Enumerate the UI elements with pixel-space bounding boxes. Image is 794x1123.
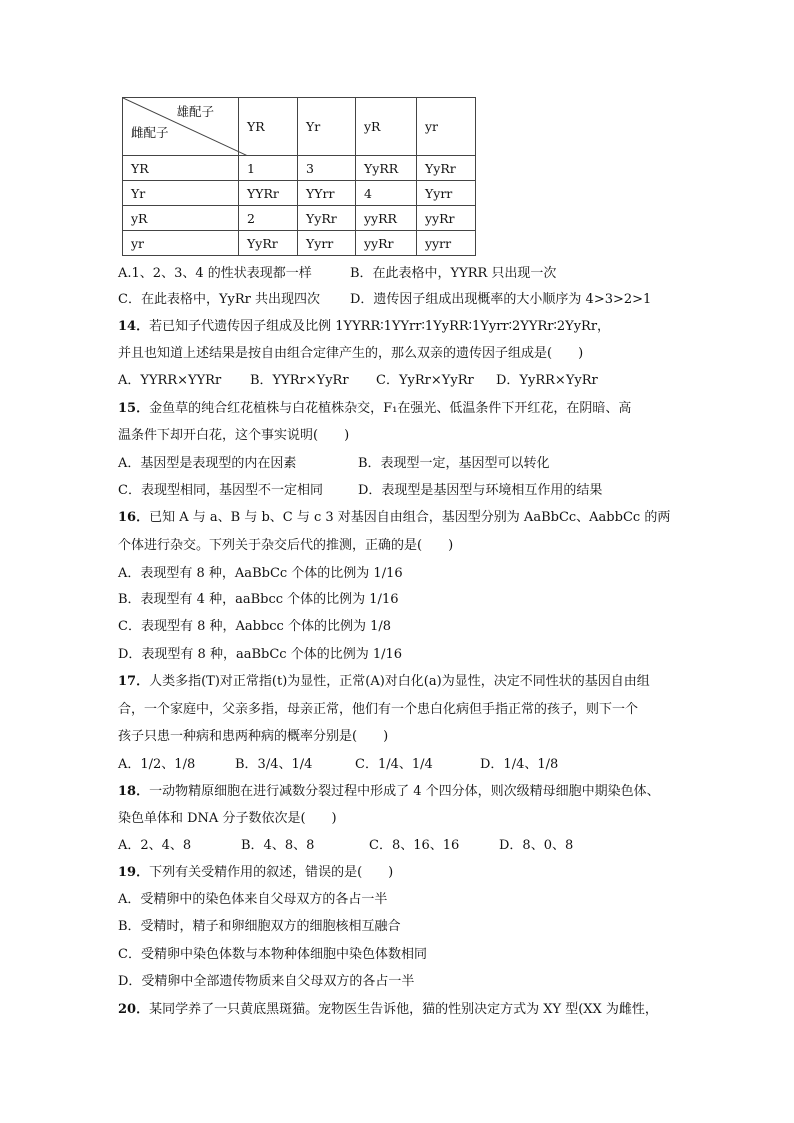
- q16-stem-line-2: 个体进行杂交。下列关于杂交后代的推测，正确的是( ): [118, 538, 454, 553]
- q19-option-b[interactable]: B．受精时，精子和卵细胞双方的细胞核相互融合: [118, 919, 401, 934]
- q17-option-b[interactable]: B．3/4、1/4: [235, 757, 313, 772]
- q13-options-row-1: [118, 265, 556, 283]
- q17-stem-line-1: [118, 673, 650, 691]
- table-row: [123, 231, 476, 256]
- q14-stem-text: 若已知子代遗传因子组成及比例 1YYRR∶1YYrr∶1YyRR∶1Yyrr∶2YYRr∶2YyRr，: [149, 319, 611, 334]
- q20-stem-line-1: [118, 1001, 658, 1019]
- q14-stem-line-2: 并且也知道上述结果是按自由组合定律产生的，那么双亲的遗传因子组成是( ): [118, 346, 584, 361]
- q14-option-c[interactable]: C．YyRr×YyRr: [376, 373, 474, 388]
- table-cell: YYrr: [298, 181, 356, 206]
- q19-number: 19．: [118, 865, 150, 880]
- q18-options: [118, 837, 573, 855]
- header-cell: yR: [356, 98, 417, 156]
- q16-number: 16．: [118, 510, 150, 525]
- table-cell: YYRr: [239, 181, 298, 206]
- q17-option-c[interactable]: C．1/4、1/4: [355, 757, 433, 772]
- q18-stem-text: 一动物精原细胞在进行减数分裂过程中形成了 4 个四分体，则次级精母细胞中期染色体、: [149, 784, 660, 799]
- table-cell: YyRR: [356, 156, 417, 181]
- q19-stem-line-1: [118, 864, 393, 882]
- table-cell: yyRr: [356, 231, 417, 256]
- q18-stem-line-1: [118, 783, 660, 801]
- q18-number: 18．: [118, 784, 150, 799]
- q13-option-d[interactable]: D．遗传因子组成出现概率的大小顺序为 4>3>2>1: [350, 292, 652, 307]
- table-cell: Yyrr: [417, 181, 476, 206]
- table-cell: 4: [356, 181, 417, 206]
- q17-options: [118, 756, 558, 774]
- q18-stem-line-2: 染色单体和 DNA 分子数依次是( ): [118, 811, 337, 826]
- table-cell: yyrr: [417, 231, 476, 256]
- q16-option-b[interactable]: B．表现型有 4 种，aaBbcc 个体的比例为 1/16: [118, 592, 399, 607]
- q13-option-c[interactable]: C．在此表格中，YyRr 共出现四次: [118, 292, 321, 307]
- q15-options-row-2: [118, 482, 602, 500]
- q14-option-b[interactable]: B．YYRr×YyRr: [250, 373, 349, 388]
- q18-option-b[interactable]: B．4、8、8: [241, 838, 315, 853]
- q14-option-d[interactable]: D．YyRR×YyRr: [496, 373, 598, 388]
- row-label-cell: YR: [123, 156, 239, 181]
- table-cell: YyRr: [239, 231, 298, 256]
- q15-number: 15．: [118, 401, 150, 416]
- gamete-table: [122, 97, 476, 256]
- q13-options-row-2: [118, 291, 651, 309]
- q13-option-a[interactable]: A.1、2、3、4 的性状表现都一样: [118, 266, 312, 281]
- q15-option-c[interactable]: C．表现型相同，基因型不一定相同: [118, 483, 323, 498]
- q20-number: 20．: [118, 1002, 150, 1017]
- table-cell: Yyrr: [298, 231, 356, 256]
- q18-option-d[interactable]: D．8、0、8: [499, 838, 574, 853]
- q17-stem-line-2: 合，一个家庭中，父亲多指，母亲正常，他们有一个患白化病但手指正常的孩子，则下一个: [118, 702, 639, 717]
- q13-option-b[interactable]: B．在此表格中，YYRR 只出现一次: [350, 266, 557, 281]
- table-row: [123, 206, 476, 231]
- q14-option-a[interactable]: A．YYRR×YYRr: [118, 373, 222, 388]
- q20-stem-text: 某同学养了一只黄底黑斑猫。宠物医生告诉他，猫的性别决定方式为 XY 型(XX 为雌性，: [149, 1002, 658, 1017]
- q15-stem-line-1: [118, 400, 631, 418]
- row-label-cell: yR: [123, 206, 239, 231]
- q17-stem-text: 人类多指(T)对正常指(t)为显性，正常(A)对白化(a)为显性，决定不同性状的基因自由组: [149, 674, 650, 689]
- q15-stem-line-2: 温条件下却开白花，这个事实说明( ): [118, 428, 350, 443]
- q17-number: 17．: [118, 674, 150, 689]
- header-cell: Yr: [298, 98, 356, 156]
- female-gamete-label: 雌配子: [131, 125, 169, 140]
- header-cell: YR: [239, 98, 298, 156]
- q15-option-d[interactable]: D．表现型是基因型与环境相互作用的结果: [358, 483, 603, 498]
- q18-option-c[interactable]: C．8、16、16: [369, 838, 460, 853]
- table-corner-cell: [123, 98, 239, 156]
- q15-stem-text: 金鱼草的纯合红花植株与白花植株杂交，F₁在强光、低温条件下开红花，在阴暗、高: [149, 401, 632, 416]
- table-cell: yyRR: [356, 206, 417, 231]
- table-cell: 1: [239, 156, 298, 181]
- header-cell: yr: [417, 98, 476, 156]
- q16-stem-line-1: [118, 509, 670, 527]
- row-label-cell: Yr: [123, 181, 239, 206]
- q19-option-a[interactable]: A．受精卵中的染色体来自父母双方的各占一半: [118, 892, 388, 907]
- q16-stem-text: 已知 A 与 a、B 与 b、C 与 c 3 对基因自由组合，基因型分别为 AaBbCc、AabbCc 的两: [149, 510, 671, 525]
- row-label-cell: yr: [123, 231, 239, 256]
- q19-option-d[interactable]: D．受精卵中全部遗传物质来自父母双方的各占一半: [118, 974, 415, 989]
- q15-option-a[interactable]: A．基因型是表现型的内在因素: [118, 456, 297, 471]
- q17-option-a[interactable]: A．1/2、1/8: [118, 757, 196, 772]
- table-cell: YyRr: [298, 206, 356, 231]
- table-cell: yyRr: [417, 206, 476, 231]
- table-cell: 3: [298, 156, 356, 181]
- q16-option-a[interactable]: A．表现型有 8 种，AaBbCc 个体的比例为 1/16: [118, 566, 403, 581]
- table-cell: YyRr: [417, 156, 476, 181]
- q15-options-row-1: [118, 455, 550, 473]
- male-gamete-label: 雄配子: [176, 104, 214, 119]
- q14-number: 14．: [118, 319, 150, 334]
- q19-stem-text: 下列有关受精作用的叙述，错误的是( ): [149, 865, 394, 880]
- q19-option-c[interactable]: C．受精卵中染色体数与本物种体细胞中染色体数相同: [118, 947, 427, 962]
- q17-option-d[interactable]: D．1/4、1/8: [480, 757, 559, 772]
- q18-option-a[interactable]: A．2、4、8: [118, 838, 192, 853]
- table-row: [123, 181, 476, 206]
- q14-options: [118, 372, 598, 390]
- q15-option-b[interactable]: B．表现型一定，基因型可以转化: [358, 456, 550, 471]
- q16-option-c[interactable]: C．表现型有 8 种，Aabbcc 个体的比例为 1/8: [118, 619, 392, 634]
- q17-stem-line-3: 孩子只患一种病和患两种病的概率分别是( ): [118, 729, 389, 744]
- q14-stem-line-1: [118, 318, 610, 336]
- q16-option-d[interactable]: D．表现型有 8 种，aaBbCc 个体的比例为 1/16: [118, 647, 403, 662]
- table-cell: 2: [239, 206, 298, 231]
- table-header-row: [123, 98, 476, 156]
- table-row: [123, 156, 476, 181]
